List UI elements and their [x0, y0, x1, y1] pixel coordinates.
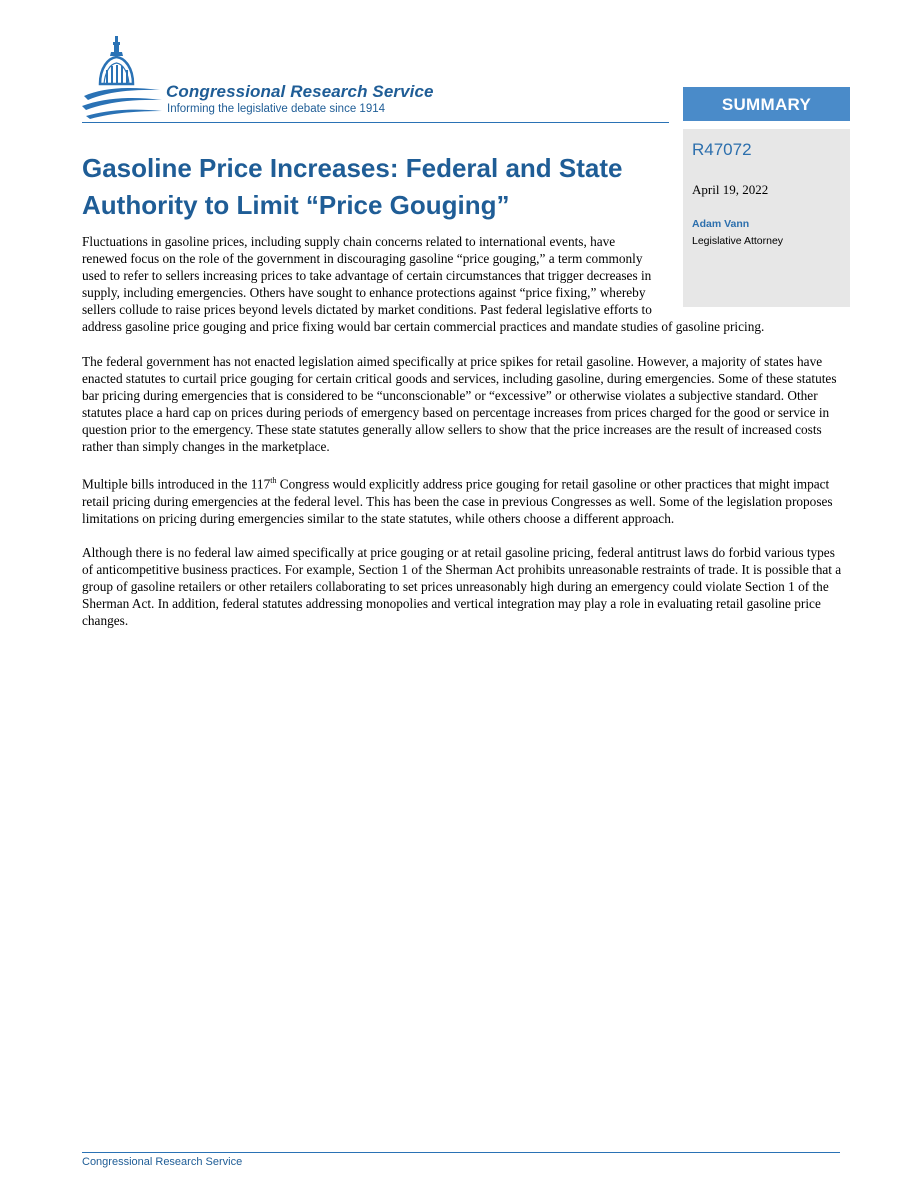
report-date: April 19, 2022 [692, 182, 769, 197]
author-name: Adam Vann [692, 218, 750, 230]
paragraph-3-start: Multiple bills introduced in the 117 [82, 476, 271, 492]
capitol-dome-icon [82, 34, 162, 124]
paragraph-4: Although there is no federal law aimed specifically at price gouging or at retail gasoline pricing, federal antitrust laws do forbid various types of anticompetitive business practices. For example, Section 1 of the Sherman Act prohibits unreasonable restraints of trade. It is possible that a group of gasoline retailers or other retailers collaborating to set prices unreasonably high during an emergency could violate Section 1 of the Sherman Act. In addition, federal statutes addressing monopolies and vertical integration may play a role in evaluating retail gasoline price changes. [82, 544, 842, 629]
report-number: R47072 [692, 140, 752, 159]
summary-label: SUMMARY [683, 87, 850, 121]
paragraph-1: Fluctuations in gasoline prices, including supply chain concerns related to international events, have renewed focus on the role of the government in discouraging gasoline “price gouging,” a term commonly used to refer to sellers increasing prices to take advantage of certain circumstances that trigger decreases in supply, including emergencies. Others have sought to enhance protections against “price fixing,” whereby sellers collude to raise prices beyond levels dictated by market conditions. Past federal legislative efforts to address gasoline price gouging and price fixing would bar certain commercial practices and mandate studies of gasoline pricing. [82, 234, 765, 335]
org-tagline: Informing the legislative debate since 1914 [167, 103, 386, 115]
header-divider [82, 122, 669, 123]
author-title: Legislative Attorney [692, 235, 784, 247]
page-title: Gasoline Price Increases: Federal and State Authority to Limit “Price Gouging” [82, 153, 623, 220]
sidebar-spacer [657, 233, 842, 305]
paragraph-2: The federal government has not enacted legislation aimed specifically at price spikes for retail gasoline. However, a majority of states have enacted statutes to curtail price gouging for certain critical goods and services, including gasoline, during emergencies. Some of these statutes bar pricing during emergencies that is considered to be “unconscionable” or “excessive” or otherwise violates a subjective standard. Other statutes place a hard cap on prices during periods of emergency based on percentage increases from prices charged for the good or service in question prior to the emergency. These state statutes generally allow sellers to show that the price increases are the result of increased costs rather than simply changes in the marketplace. [82, 353, 837, 455]
summary-body [82, 233, 842, 646]
paragraph-3-end: Congress would explicitly address price gouging for retail gasoline or other practices that might impact retail pricing during emergencies at the federal level. This has been the case in previous Congresses as well. Some of the legislation proposes limitations on pricing during emergencies similar to the state statutes, while others choose a different approach. [82, 476, 833, 526]
footer-divider [82, 1152, 840, 1153]
paragraph-3 [82, 472, 842, 527]
ordinal-suffix: th [270, 476, 277, 486]
crs-logo [82, 34, 482, 124]
org-name: Congressional Research Service [166, 82, 434, 101]
footer-org-name: Congressional Research Service [82, 1156, 243, 1168]
